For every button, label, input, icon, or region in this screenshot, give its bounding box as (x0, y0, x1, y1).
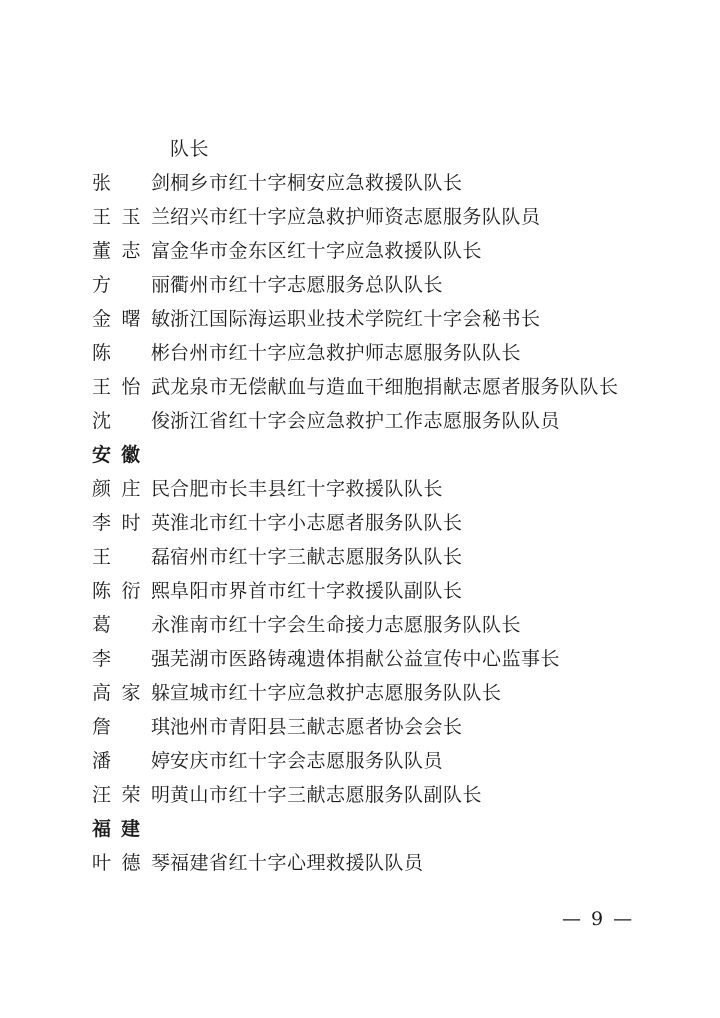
person-name: 陈衍熙 (92, 580, 170, 602)
person-name: 李强 (92, 648, 170, 670)
person-role: 淮南市红十字会生命接力志愿服务队队长 (170, 614, 522, 636)
continuation-text: 队长 (170, 138, 210, 160)
person-role: 黄山市红十字三献志愿服务队副队长 (170, 784, 483, 806)
person-name: 葛永 (92, 614, 170, 636)
person-name: 王怡武 (92, 376, 170, 398)
person-role: 阜阳市界首市红十字救援队副队长 (170, 580, 463, 602)
list-item (92, 268, 443, 302)
section-heading-fujian: 福建 (92, 818, 151, 840)
person-role: 台州市红十字应急救护师志愿服务队队长 (170, 342, 522, 364)
person-role: 浙江国际海运职业技术学院红十字会秘书长 (170, 308, 541, 330)
list-item (92, 166, 463, 200)
list-item (92, 744, 443, 778)
list-item (92, 302, 541, 336)
person-role: 绍兴市红十字应急救护师资志愿服务队队员 (170, 206, 541, 228)
person-name: 叶德琴 (92, 852, 170, 874)
person-role: 合肥市长丰县红十字救援队队长 (170, 478, 444, 500)
person-name: 汪荣明 (92, 784, 170, 806)
list-item (92, 540, 463, 574)
person-role: 桐乡市红十字桐安应急救援队队长 (170, 172, 463, 194)
person-name: 颜庄民 (92, 478, 170, 500)
list-item (92, 200, 541, 234)
person-name: 潘婷 (92, 750, 170, 772)
person-role: 池州市青阳县三献志愿者协会会长 (170, 716, 463, 738)
section-heading-anhui: 安徽 (92, 444, 151, 466)
list-item (92, 608, 521, 642)
list-item (92, 404, 560, 438)
list-item (92, 234, 482, 268)
person-name: 张剑 (92, 172, 170, 194)
person-role: 芜湖市医路铸魂遗体捐献公益宣传中心监事长 (170, 648, 561, 670)
person-name: 高家躲 (92, 682, 170, 704)
person-name: 王磊 (92, 546, 170, 568)
person-role: 宣城市红十字应急救护志愿服务队队长 (170, 682, 502, 704)
person-name: 沈俊 (92, 410, 170, 432)
person-role: 福建省红十字心理救援队队员 (170, 852, 424, 874)
list-item (92, 472, 443, 506)
person-name: 陈彬 (92, 342, 170, 364)
person-role: 龙泉市无偿献血与造血干细胞捐献志愿者服务队队长 (170, 376, 619, 398)
person-name: 王玉兰 (92, 206, 170, 228)
list-item (92, 778, 482, 812)
person-name: 方丽 (92, 274, 170, 296)
person-name: 董志富 (92, 240, 170, 262)
person-name: 詹琪 (92, 716, 170, 738)
list-item (92, 710, 463, 744)
list-item (92, 370, 619, 404)
person-role: 衢州市红十字志愿服务总队队长 (170, 274, 444, 296)
person-name: 李时英 (92, 512, 170, 534)
person-name: 金曙敏 (92, 308, 170, 330)
list-item (92, 642, 560, 676)
person-role: 金华市金东区红十字应急救援队队长 (170, 240, 483, 262)
list-item (92, 336, 521, 370)
list-item (92, 676, 502, 710)
list-item (92, 846, 424, 880)
person-role: 宿州市红十字三献志愿服务队队长 (170, 546, 463, 568)
list-item (92, 506, 463, 540)
person-role: 安庆市红十字会志愿服务队队员 (170, 750, 444, 772)
list-item (92, 574, 463, 608)
page-number: — 9 — (562, 908, 635, 930)
person-role: 淮北市红十字小志愿者服务队队长 (170, 512, 463, 534)
person-role: 浙江省红十字会应急救护工作志愿服务队队员 (170, 410, 561, 432)
